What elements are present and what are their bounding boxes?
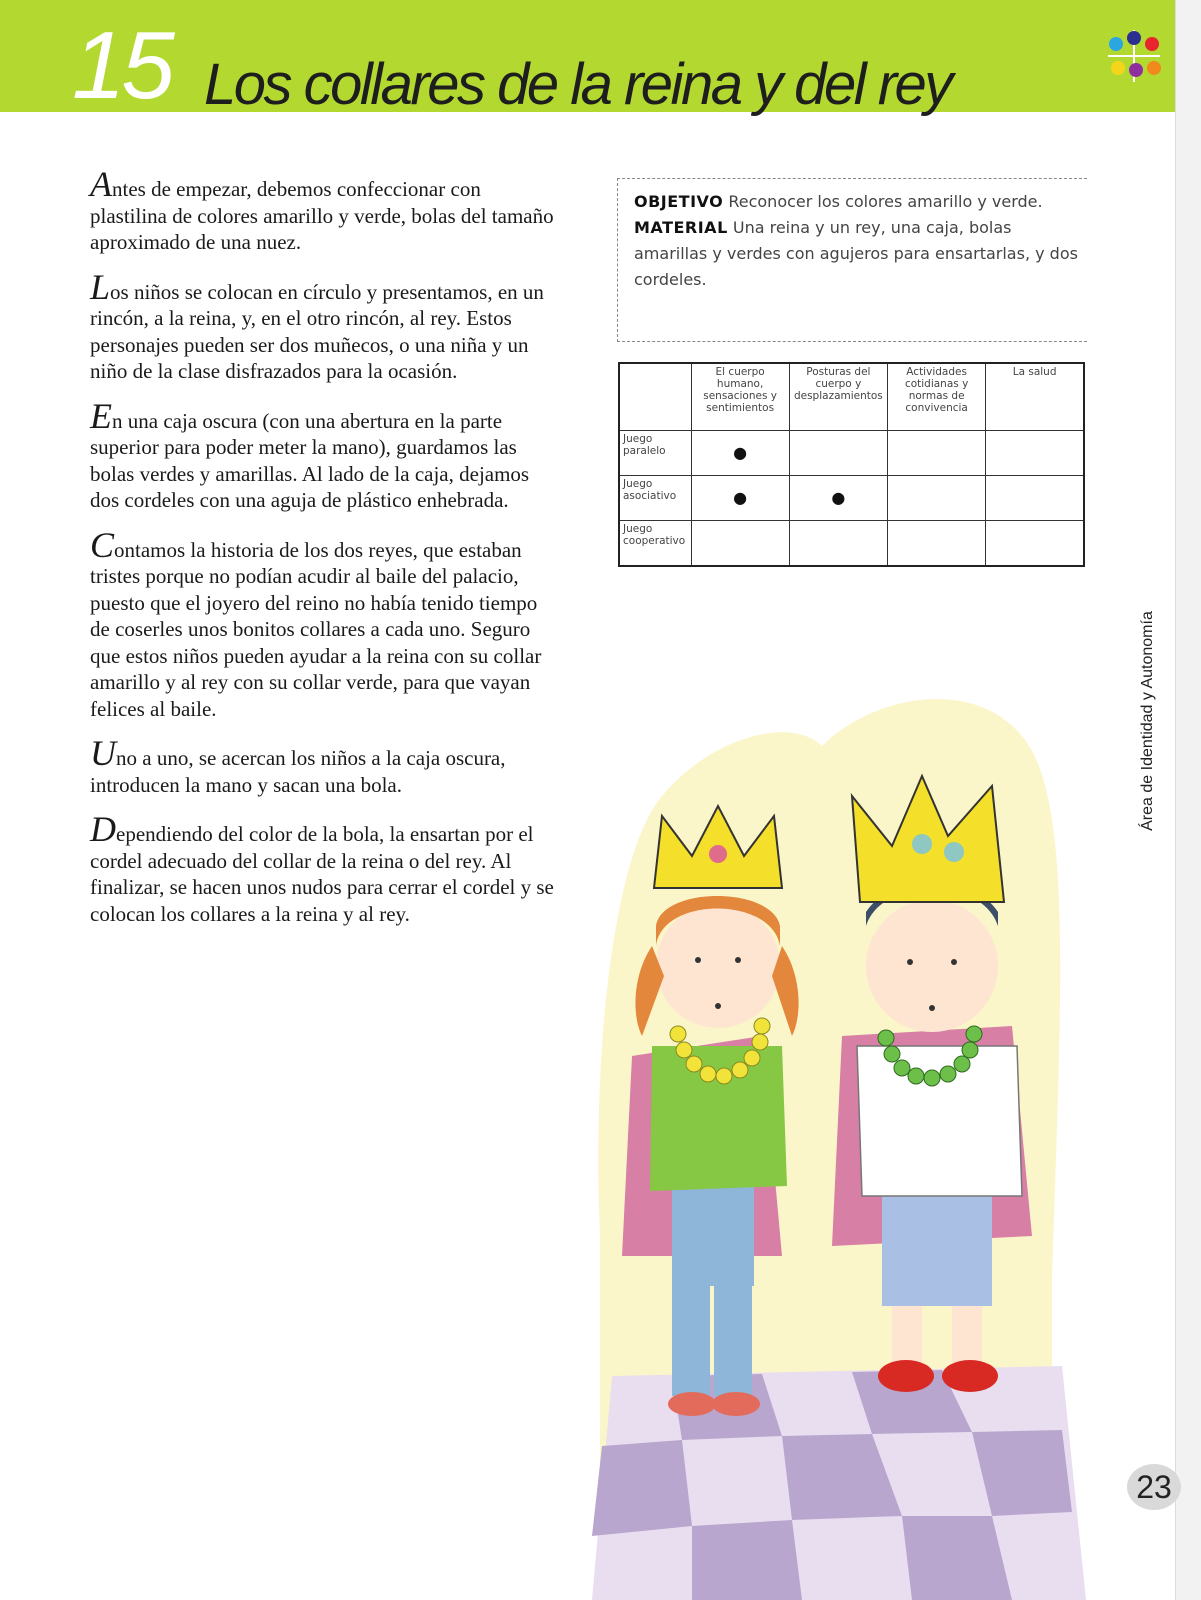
table-mark: ● (691, 431, 789, 476)
table-header-row (619, 363, 1084, 431)
page-number: 23 (1127, 1464, 1181, 1510)
drop-cap: L (90, 266, 111, 307)
paragraph-text: ntes de empezar, debemos confeccionar con plastilina de colores amarillo y verde, bolas del tamaño aproximado de una nuez. (90, 177, 554, 254)
objective-text: Reconocer los colores amarillo y verde. (728, 192, 1043, 211)
drop-cap: U (90, 733, 116, 773)
table-mark: ● (691, 476, 789, 521)
objective-label: OBJETIVO (634, 192, 724, 211)
queen-and-king-illustration (592, 676, 1086, 1600)
column-header: La salud (986, 363, 1084, 431)
material-text: Una reina y un rey, una caja, bolas amarillas y verdes con agujeros para ensartarlas, y dos cordeles. (634, 218, 1078, 289)
drop-cap: D (90, 809, 116, 849)
table-mark (986, 431, 1084, 476)
colored-dots-logo-icon (1104, 26, 1164, 86)
table-mark (986, 476, 1084, 521)
paragraph-text: os niños se colocan en círculo y presentamos, en un rincón, a la reina, y, en el otro rincón, al rey. Estos personajes pueden ser dos muñecos, o una niña y un niño de la clase disfrazados para la ocasión. (90, 279, 544, 383)
column-header: Posturas del cuerpo y desplazamientos (789, 363, 887, 431)
table-mark (691, 521, 789, 567)
table-mark (888, 521, 986, 567)
lesson-title: Los collares de la reina y del rey (204, 52, 951, 117)
drop-cap: C (90, 524, 115, 565)
table-row (619, 521, 1084, 567)
row-label: Juego asociativo (619, 476, 691, 521)
lesson-number: 15 (72, 12, 171, 119)
paragraph-2 (90, 266, 560, 385)
row-label: Juego paralelo (619, 431, 691, 476)
drop-cap: A (90, 164, 112, 204)
side-area-label: Área de Identidad y Autonomía (1139, 611, 1156, 831)
objective-box (617, 178, 1087, 342)
paragraph-text: no a uno, se acercan los niños a la caja oscura, introducen la mano y sacan una bola. (90, 746, 506, 797)
areas-table (618, 362, 1085, 567)
paragraph-3 (90, 395, 560, 514)
paragraph-1 (90, 164, 560, 256)
table-mark (888, 476, 986, 521)
page-edge (1175, 0, 1201, 1600)
paragraph-6 (90, 809, 560, 927)
paragraph-text: n una caja oscura (con una abertura en la parte superior para poder meter la mano), guardamos las bolas verdes y amarillas. Al lado de la caja, dejamos dos cordeles con una aguja de plástico enhebrada. (90, 408, 530, 512)
material-label: MATERIAL (634, 218, 728, 237)
paragraph-text: ependiendo del color de la bola, la ensartan por el cordel adecuado del collar de la reina o del rey. Al finalizar, se hacen unos nudos para cerrar el cordel y se colocan los collares a la reina y al rey. (90, 822, 554, 926)
column-header: El cuerpo humano, sensaciones y sentimientos (691, 363, 789, 431)
table-row (619, 476, 1084, 521)
table-row (619, 431, 1084, 476)
drop-cap: E (90, 395, 112, 436)
paragraph-4 (90, 524, 560, 723)
column-header: Actividades cotidianas y normas de convivencia (888, 363, 986, 431)
table-mark (789, 521, 887, 567)
checkered-floor (592, 1366, 1086, 1600)
table-corner-cell (619, 363, 691, 431)
table-mark: ● (789, 476, 887, 521)
table-mark (986, 521, 1084, 567)
table-mark (789, 431, 887, 476)
instructions-text (90, 164, 560, 950)
row-label: Juego cooperativo (619, 521, 691, 567)
table-mark (888, 431, 986, 476)
paragraph-5 (90, 733, 560, 798)
paragraph-text: ontamos la historia de los dos reyes, que estaban tristes porque no podían acudir al baile del palacio, puesto que el joyero del reino no había tenido tiempo de coserles unos bonitos collares a cada uno. Seguro que estos niños pueden ayudar a la reina con su collar amarillo y al rey con su collar verde, para que vayan felices al baile. (90, 537, 542, 721)
